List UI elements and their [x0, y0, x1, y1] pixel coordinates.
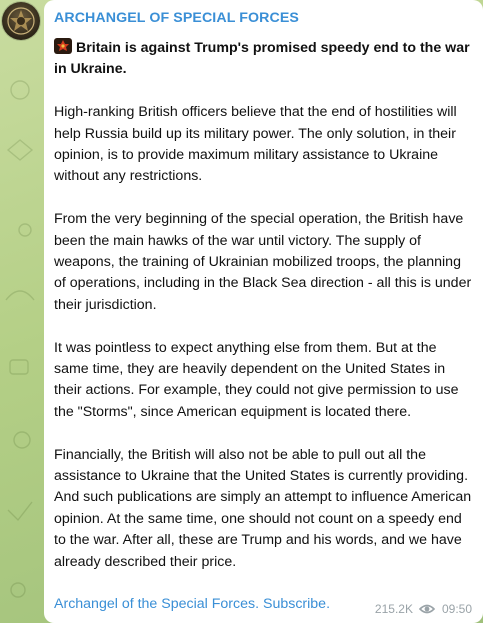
- avatar-emblem-icon: [2, 2, 40, 40]
- paragraph-4: Financially, the British will also not be able to pull out all the assistance to Ukraine that the United States is currently providing. And such publications are simply an attempt to influence American opinion. At the same time, one should not count on a speedy end to the war. After all, these are Trump and his words, and we have already described their price.: [54, 446, 472, 570]
- message-headline: [54, 38, 473, 81]
- paragraph-2: From the very beginning of the special operation, the British have been the main hawks of the war until victory. The supply of weapons, the training of Ukrainian mobilized troops, the planning of operations, including in the Black Sea direction - all this is under their jurisdiction.: [54, 211, 472, 313]
- paragraph-1: High-ranking British officers believe that the end of hostilities will help Russia build up its military power. The only solution, in their opinion, is to provide maximum military assistance to Ukraine without any restrictions.: [54, 104, 457, 185]
- view-count: 215.2K: [374, 602, 413, 616]
- paragraph-3: It was pointless to expect anything else from them. But at the same time, they are heavily dependent on the United States in their actions. For example, they could not give permission to use the "Storms", since American equipment is located there.: [54, 339, 459, 420]
- headline-text: Britain is against Trump's promised speedy end to the war in Ukraine.: [54, 40, 470, 78]
- red-emblem-icon: [54, 38, 72, 54]
- channel-avatar[interactable]: [2, 2, 40, 40]
- message-body: [54, 38, 473, 616]
- channel-name[interactable]: ARCHANGEL OF SPECIAL FORCES: [54, 10, 299, 26]
- message-bubble: [44, 0, 483, 623]
- subscribe-link[interactable]: Archangel of the Special Forces. Subscribe.: [54, 596, 331, 613]
- eye-icon: [419, 603, 435, 615]
- message-time: 09:50: [441, 602, 472, 616]
- message-meta: [375, 602, 472, 616]
